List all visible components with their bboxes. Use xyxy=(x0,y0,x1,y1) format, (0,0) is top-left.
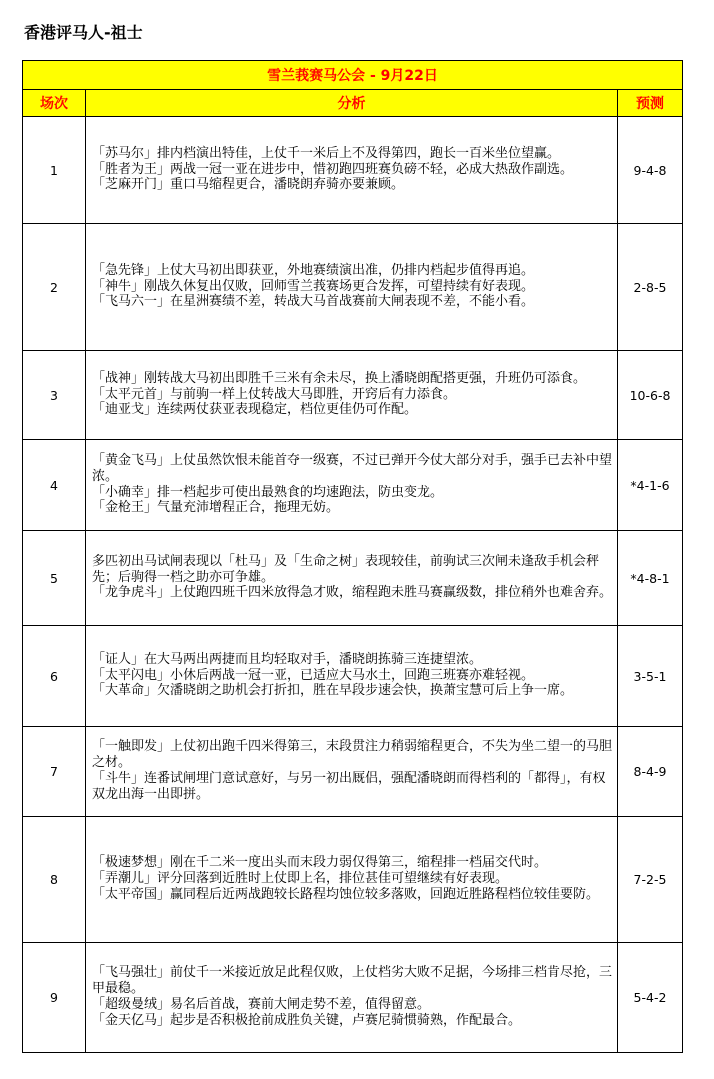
analysis-paragraph: 「太平元首」与前驹一样上仗转战大马即胜，开窍后有力添食。 xyxy=(92,386,457,402)
analysis-paragraph: 「战神」刚转战大马初出即胜千三米有余未尽，换上潘晓朗配搭更强，升班仍可添食。 xyxy=(92,370,587,386)
race-analysis xyxy=(86,224,618,351)
analysis-paragraph: 「小确幸」排一档起步可使出最熟食的均速跑法，防虫变龙。 xyxy=(92,484,444,500)
page-title: 香港评马人-祖士 xyxy=(24,23,143,42)
analysis-paragraph: 「超级曼绒」易名后首战，赛前大闸走势不差，值得留意。 xyxy=(92,997,431,1012)
race-row xyxy=(23,626,683,727)
race-analysis xyxy=(86,626,618,727)
race-pick: 10-6-8 xyxy=(618,351,683,440)
race-row xyxy=(23,224,683,351)
race-row xyxy=(23,351,683,440)
race-pick: 7-2-5 xyxy=(618,817,683,943)
analysis-paragraph: 「急先锋」上仗大马初出即获亚，外地赛绩演出准，仍排内档起步值得再追。 xyxy=(92,262,535,278)
header-pick: 预测 xyxy=(618,90,683,117)
race-number: 6 xyxy=(23,626,86,727)
race-analysis xyxy=(86,531,618,626)
analysis-paragraph: 「太平帝国」赢同程后近两战跑较长路程均蚀位较多落败，回跑近胜路程档位较佳要防。 xyxy=(92,886,600,902)
race-row xyxy=(23,440,683,531)
race-rows xyxy=(23,117,683,1053)
race-number: 8 xyxy=(23,817,86,943)
race-number: 7 xyxy=(23,727,86,817)
analysis-paragraph: 「神牛」刚战久休复出仅败，回师雪兰莪赛场更合发挥，可望持续有好表现。 xyxy=(92,278,535,294)
race-row xyxy=(23,531,683,626)
analysis-paragraph: 「斗牛」连番试闸埋门意试意好，与另一初出厩侣，强配潘晓朗而得档利的「都得」，有权双龙出海一出即拼。 xyxy=(92,771,606,802)
race-analysis xyxy=(86,117,618,224)
race-number: 2 xyxy=(23,224,86,351)
race-number: 9 xyxy=(23,943,86,1053)
race-number: 4 xyxy=(23,440,86,531)
analysis-paragraph: 「金枪王」气量充沛增程正合，拖理无妨。 xyxy=(92,500,340,516)
analysis-paragraph: 「迪亚戈」连续两仗获亚表现稳定，档位更佳仍可作配。 xyxy=(92,402,418,418)
analysis-paragraph: 「一触即发」上仗初出跑千四米得第三，末段贯注力稍弱缩程更合，不失为坐二望一的马胆之材。 xyxy=(92,739,613,771)
race-analysis xyxy=(86,817,618,943)
race-row xyxy=(23,727,683,817)
analysis-paragraph: 「苏马尔」排内档演出特佳，上仗千一米后上不及得第四，跑长一百米坐位望赢。 xyxy=(92,145,561,161)
race-pick: 8-4-9 xyxy=(618,727,683,817)
race-pick: 9-4-8 xyxy=(618,117,683,224)
meeting-banner: 雪兰莪赛马公会 - 9月22日 xyxy=(23,61,683,90)
header-analysis: 分析 xyxy=(86,90,618,117)
analysis-paragraph: 「胜者为王」两战一冠一亚在进步中，惜初跑四班赛负磅不轻，必成大热敌作副选。 xyxy=(92,161,574,177)
analysis-paragraph: 「飞马强壮」前仗千一米接近放足此程仅败，上仗档劣大败不足据，今场排三档肯尽抢，三甲最稳。 xyxy=(92,965,613,997)
analysis-paragraph: 「大革命」欠潘晓朗之助机会打折扣，胜在早段步速会快，换萧宝慧可后上争一席。 xyxy=(92,683,574,699)
race-pick: 5-4-2 xyxy=(618,943,683,1053)
race-number: 1 xyxy=(23,117,86,224)
race-analysis xyxy=(86,727,618,817)
race-analysis xyxy=(86,440,618,531)
analysis-paragraph: 「证人」在大马两出两捷而且均轻取对手，潘晓朗拣骑三连捷望浓。 xyxy=(92,651,483,667)
analysis-paragraph: 「飞马六一」在星洲赛绩不差，转战大马首战赛前大闸表现不差，不能小看。 xyxy=(92,294,535,310)
race-row xyxy=(23,943,683,1053)
race-pick: *4-1-6 xyxy=(618,440,683,531)
race-pick: 2-8-5 xyxy=(618,224,683,351)
analysis-paragraph: 「弄潮儿」评分回落到近胜时上仗即上名，排位甚佳可望继续有好表现。 xyxy=(92,871,509,887)
race-analysis-table xyxy=(22,60,683,1053)
analysis-paragraph: 多匹初出马试闸表现以「杜马」及「生命之树」表现较佳，前驹试三次闸未逢敌手机会秤先；后驹得一档之助亦可争雄。 xyxy=(92,553,600,585)
race-pick: *4-8-1 xyxy=(618,531,683,626)
race-number: 3 xyxy=(23,351,86,440)
analysis-paragraph: 「极速梦想」刚在千二米一度出头而末段力弱仅得第三，缩程排一档届交代时。 xyxy=(92,855,548,871)
analysis-paragraph: 「黄金飞马」上仗虽然饮恨未能首夺一级赛，不过已弹开今仗大部分对手，强手已去补中望浓。 xyxy=(92,452,613,484)
race-analysis xyxy=(86,943,618,1053)
race-pick: 3-5-1 xyxy=(618,626,683,727)
race-number: 5 xyxy=(23,531,86,626)
analysis-paragraph: 「金天亿马」起步是否积极抢前成胜负关键，卢赛尼骑惯骑熟，作配最合。 xyxy=(92,1012,522,1028)
analysis-paragraph: 「芝麻开门」重口马缩程更合，潘晓朗弃骑亦要兼顾。 xyxy=(92,177,405,193)
header-race: 场次 xyxy=(23,90,86,117)
race-analysis xyxy=(86,351,618,440)
race-row xyxy=(23,117,683,224)
analysis-paragraph: 「太平闪电」小休后两战一冠一亚，已适应大马水土，回跑三班赛亦难轻视。 xyxy=(92,667,535,683)
analysis-paragraph: 「龙争虎斗」上仗跑四班千四米放得急才败，缩程跑未胜马赛赢级数，排位稍外也难舍弃。 xyxy=(92,585,613,601)
race-row xyxy=(23,817,683,943)
